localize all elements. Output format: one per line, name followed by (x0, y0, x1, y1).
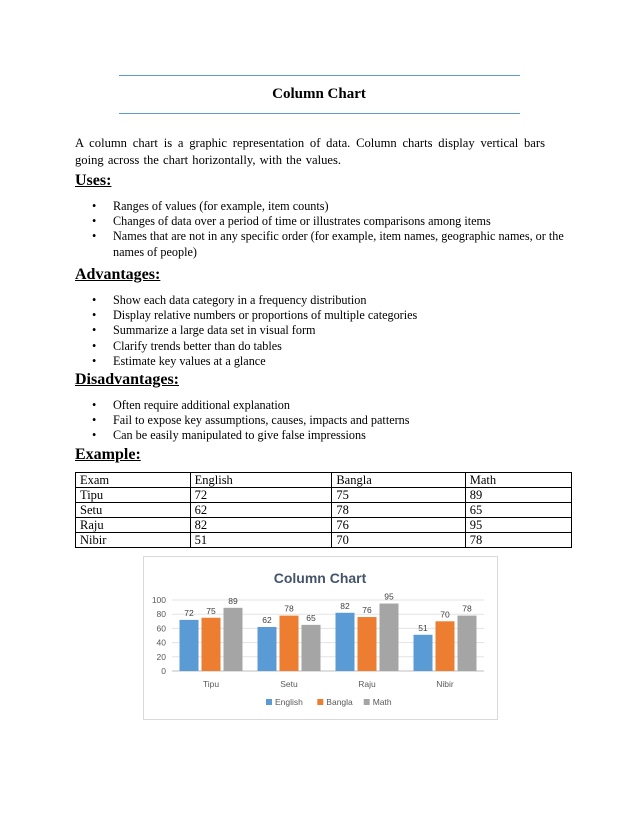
chart-title: Column Chart (273, 570, 367, 586)
legend-label: Math (372, 697, 392, 707)
list-item: • Fail to expose key assumptions, causes, impacts and patterns (92, 413, 410, 428)
data-label: 75 (206, 605, 216, 616)
legend-swatch (266, 699, 272, 705)
bar (358, 617, 377, 671)
bar (202, 618, 221, 671)
bullet-icon: • (92, 353, 97, 368)
list-item: • Estimate key values at a glance (92, 353, 266, 368)
list-item: • Names that are not in any specific order (for example, item names, geographic names, or the names of people) (92, 229, 564, 259)
bar (302, 625, 321, 671)
table-cell: 70 (332, 533, 465, 548)
example-table (75, 472, 572, 548)
page-title: Column Chart (272, 86, 366, 102)
list-item: • Summarize a large data set in visual form (92, 323, 316, 338)
x-tick-label: Tipu (202, 679, 220, 689)
chart-svg (144, 557, 497, 719)
table-cell: 89 (465, 488, 571, 503)
data-label: 82 (340, 600, 350, 611)
table-cell: 62 (190, 503, 332, 518)
y-tick-label: 40 (156, 637, 166, 648)
table-row (76, 488, 572, 503)
x-tick-label: Setu (280, 679, 298, 689)
table-header-cell: Exam (76, 473, 191, 488)
data-label: 95 (384, 591, 394, 602)
data-label: 65 (306, 612, 316, 623)
bullet-icon: • (92, 293, 97, 307)
bar (336, 613, 355, 671)
table-header-cell: Math (465, 473, 571, 488)
bar (224, 608, 243, 671)
bullet-icon: • (92, 214, 97, 229)
bar (414, 635, 433, 671)
table-cell: Nibir (76, 533, 191, 548)
table-cell: 65 (465, 503, 571, 518)
bar (280, 616, 299, 671)
y-tick-label: 0 (161, 666, 166, 676)
x-tick-label: Nibir (436, 679, 454, 689)
table-cell: 75 (332, 488, 465, 503)
example-heading: Example: (75, 446, 141, 463)
y-tick-label: 100 (151, 595, 166, 605)
advantages-heading: Advantages: (75, 266, 161, 283)
table-row (76, 533, 572, 548)
table-cell: Tipu (76, 488, 191, 503)
table-header-row (76, 473, 572, 488)
uses-list (75, 199, 565, 260)
data-label: 76 (362, 605, 372, 616)
bar (458, 616, 477, 671)
table-cell: Raju (76, 518, 191, 533)
table-row (76, 503, 572, 518)
bullet-icon: • (92, 428, 97, 443)
table-cell: 82 (190, 518, 332, 533)
bar (380, 604, 399, 671)
bullet-icon: • (92, 229, 97, 244)
list-item: • Show each data category in a frequency distribution (92, 293, 367, 307)
list-item: • Clarify trends better than do tables (92, 338, 282, 353)
bullet-icon: • (92, 308, 97, 323)
data-label: 89 (228, 595, 238, 606)
table-header-cell: English (190, 473, 332, 488)
bullet-icon: • (92, 413, 97, 428)
data-label: 62 (262, 614, 272, 625)
table-cell: 76 (332, 518, 465, 533)
uses-heading: Uses: (75, 172, 112, 189)
y-tick-label: 60 (156, 623, 166, 634)
title-rule (119, 113, 520, 114)
list-item: • Ranges of values (for example, item counts) (92, 199, 329, 213)
list-item: • Changes of data over a period of time or illustrates comparisons among items (92, 214, 491, 229)
data-label: 51 (418, 622, 428, 633)
table-cell: 78 (465, 533, 571, 548)
y-tick-label: 80 (156, 609, 166, 620)
list-item: • Can be easily manipulated to give false impressions (92, 428, 366, 443)
data-label: 72 (184, 607, 194, 618)
list-item: • Display relative numbers or proportions of multiple categories (92, 308, 418, 323)
bullet-icon: • (92, 199, 97, 213)
table-header-cell: Bangla (332, 473, 465, 488)
bar (180, 620, 199, 671)
table-cell: 95 (465, 518, 571, 533)
legend-label: English (275, 697, 303, 707)
y-tick-label: 20 (156, 651, 166, 662)
bullet-icon: • (92, 323, 97, 338)
bullet-icon: • (92, 398, 97, 412)
data-label: 78 (462, 603, 472, 614)
list-item: • Often require additional explanation (92, 398, 290, 412)
table-cell: 78 (332, 503, 465, 518)
table-cell: 72 (190, 488, 332, 503)
table-cell: 51 (190, 533, 332, 548)
table-cell: Setu (76, 503, 191, 518)
table-row (76, 518, 572, 533)
top-rule (119, 75, 520, 76)
disadvantages-heading: Disadvantages: (75, 371, 180, 388)
disadvantages-list (75, 398, 565, 444)
advantages-list (75, 293, 565, 369)
data-label: 70 (440, 609, 450, 620)
intro-paragraph: A column chart is a graphic representation of data. Column charts display vertical bars going across the chart horizontally, with the values. (75, 136, 545, 167)
bar (258, 627, 277, 671)
legend-swatch (364, 699, 370, 705)
legend-swatch (317, 699, 323, 705)
x-tick-label: Raju (358, 679, 376, 689)
bar (436, 621, 455, 671)
legend-label: Bangla (326, 697, 353, 707)
data-label: 78 (284, 603, 294, 614)
bullet-icon: • (92, 338, 97, 353)
column-chart (143, 556, 498, 720)
